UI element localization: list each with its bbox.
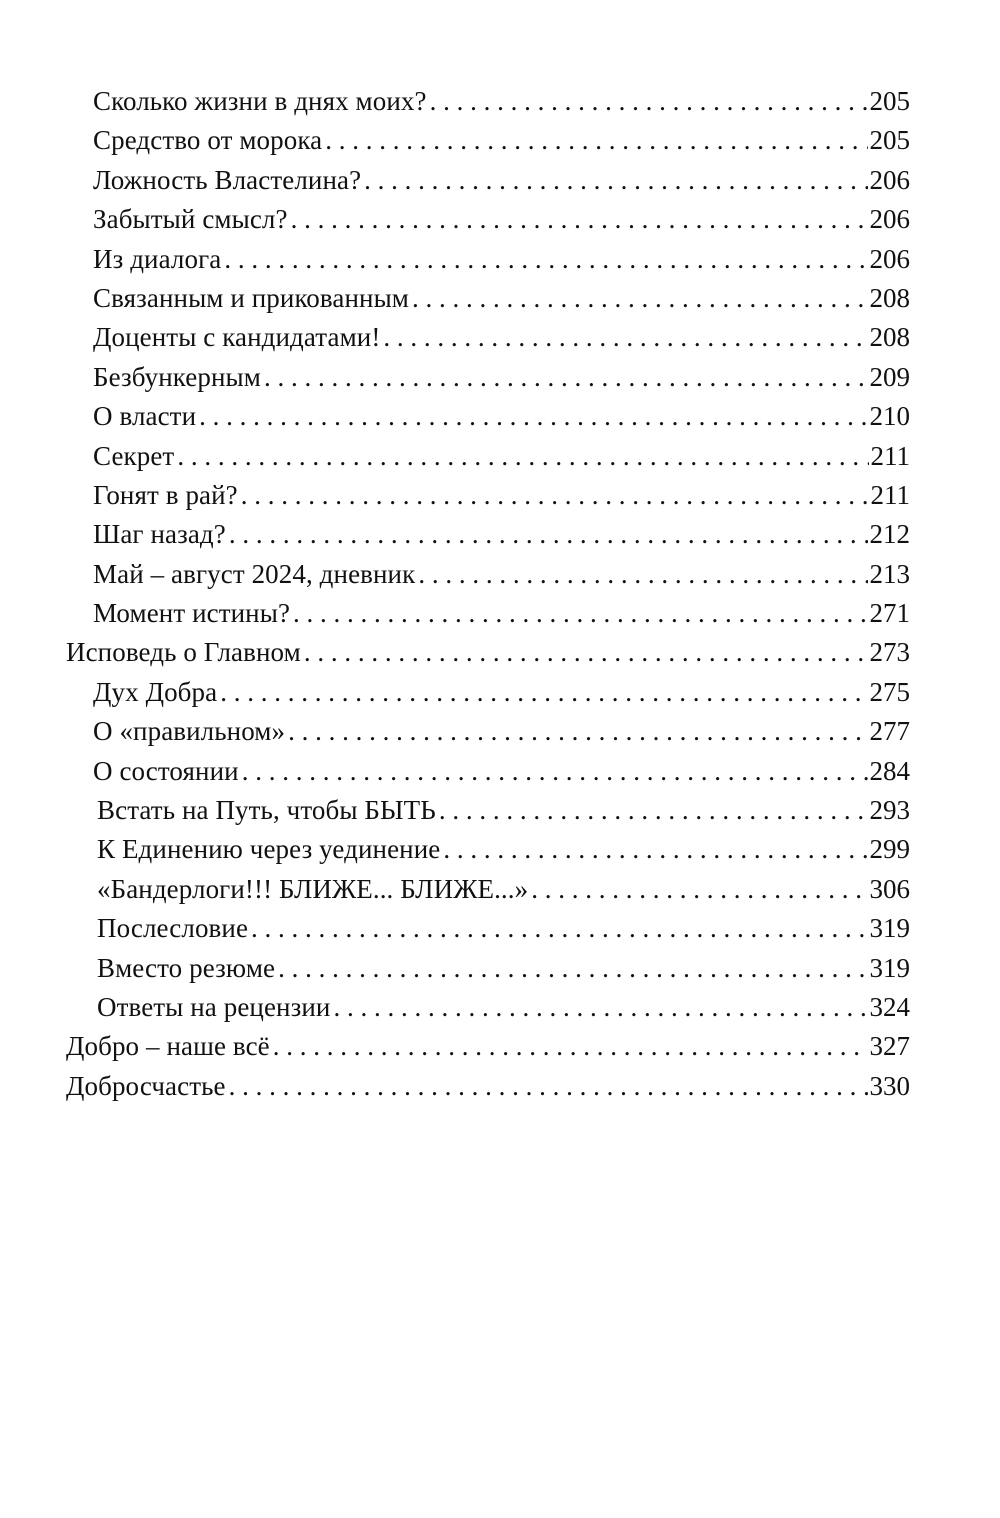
toc-entry-page: 206 — [869, 164, 910, 195]
toc-entry-title: Секрет — [93, 440, 175, 471]
toc-entry-page: 319 — [869, 952, 910, 983]
toc-entry-page: 212 — [869, 519, 910, 550]
toc-chapter-title: Добро – наше всё — [66, 1031, 270, 1062]
dot-leader — [427, 82, 868, 121]
toc-entry-page: 275 — [869, 676, 910, 707]
toc-entry-title: Сколько жизни в днях моих? — [93, 86, 427, 116]
toc-entry — [0, 121, 1000, 160]
toc-entry — [0, 515, 1000, 554]
toc-entry-title: К Единению через уединение — [97, 834, 441, 865]
dot-leader — [361, 161, 867, 200]
toc-entry-title: Средство от морока — [93, 125, 323, 156]
toc-chapter-title: Исповедь о Главном — [66, 637, 301, 668]
toc-entry-page: 299 — [869, 834, 910, 865]
toc-chapter-page: 273 — [869, 637, 910, 668]
toc-entry-title: Из диалога — [93, 243, 222, 274]
toc-entry-title: «Бандерлоги!!! БЛИЖЕ... БЛИЖЕ...» — [97, 873, 529, 904]
dot-leader — [221, 240, 867, 279]
toc-entry-page: 209 — [869, 361, 910, 392]
dot-leader — [288, 200, 868, 239]
toc-entry — [0, 318, 1000, 357]
dot-leader — [528, 870, 867, 909]
toc-chapter-title: Добросчастье — [66, 1070, 226, 1101]
toc-entry — [0, 200, 1000, 239]
toc-entry-page: 208 — [869, 322, 910, 353]
toc-chapter — [0, 1067, 1000, 1106]
toc-entry — [0, 909, 1000, 948]
toc-entry-page: 205 — [869, 125, 910, 156]
toc-entry — [0, 82, 1000, 121]
toc-chapter — [0, 1027, 1000, 1066]
toc-entry-title: Шаг назад? — [93, 519, 226, 550]
toc-entry — [0, 870, 1000, 909]
dot-leader — [330, 988, 867, 1027]
dot-leader — [440, 830, 867, 869]
dot-leader — [174, 437, 868, 476]
toc-entry — [0, 752, 1000, 791]
dot-leader — [217, 673, 867, 712]
toc-entry — [0, 594, 1000, 633]
toc-entry-title: Доценты с кандидатами! — [93, 322, 381, 353]
toc-entry-title: Ложность Властелина? — [93, 164, 362, 195]
toc-entry-page: 319 — [869, 913, 910, 944]
toc-entry-page: 206 — [869, 243, 910, 274]
toc-entry — [0, 240, 1000, 279]
dot-leader — [322, 121, 867, 160]
toc-entry-title: О власти — [93, 401, 197, 432]
dot-leader — [261, 358, 868, 397]
toc-entry-page: 205 — [869, 86, 910, 116]
toc-entry-title: О состоянии — [93, 755, 239, 786]
toc-entry — [0, 358, 1000, 397]
toc-entry-title: Встать на Путь, чтобы БЫТЬ — [97, 795, 436, 826]
toc-chapter — [0, 633, 1000, 672]
toc-entry-title: Забытый смысл? — [93, 204, 288, 235]
toc-entry-title: Связанным и прикованным — [93, 282, 409, 313]
toc-entry — [0, 949, 1000, 988]
toc-entry — [0, 712, 1000, 751]
toc-chapter-page: 327 — [869, 1031, 910, 1062]
toc-entry-page: 324 — [869, 991, 910, 1022]
toc-entry-page: 211 — [870, 479, 910, 510]
toc-entry — [0, 830, 1000, 869]
toc-entry-page: 206 — [869, 204, 910, 235]
dot-leader — [226, 515, 868, 554]
dot-leader — [409, 279, 868, 318]
toc-entry — [0, 988, 1000, 1027]
dot-leader — [415, 555, 867, 594]
toc-entry-page: 208 — [869, 282, 910, 313]
dot-leader — [275, 949, 867, 988]
toc-entry-title: Послесловие — [97, 913, 249, 944]
dot-leader — [380, 318, 867, 357]
table-of-contents — [0, 82, 1000, 1106]
toc-entry-title: Безбункерным — [93, 361, 261, 392]
dot-leader — [301, 633, 868, 672]
dot-leader — [226, 1067, 868, 1106]
toc-entry-page: 211 — [870, 440, 910, 471]
toc-entry-page: 271 — [869, 598, 910, 629]
dot-leader — [239, 752, 868, 791]
toc-entry — [0, 161, 1000, 200]
dot-leader — [270, 1027, 868, 1066]
toc-entry-title: Май – август 2024, дневник — [93, 558, 416, 589]
toc-entry-page: 284 — [869, 755, 910, 786]
toc-entry-page: 277 — [869, 716, 910, 747]
dot-leader — [196, 397, 867, 436]
toc-entry-page: 306 — [869, 873, 910, 904]
toc-entry-title: Вместо резюме — [97, 952, 276, 983]
toc-entry — [0, 437, 1000, 476]
toc-entry — [0, 791, 1000, 830]
dot-leader — [285, 712, 867, 751]
dot-leader — [290, 594, 867, 633]
toc-entry-title: Дух Добра — [93, 676, 218, 707]
dot-leader — [238, 476, 869, 515]
toc-entry-page: 293 — [869, 795, 910, 826]
toc-entry-title: Гонят в рай? — [93, 479, 238, 510]
toc-entry-title: О «правильном» — [93, 716, 286, 747]
toc-entry-page: 210 — [869, 401, 910, 432]
toc-entry-title: Момент истины? — [93, 598, 291, 629]
toc-chapter-page: 330 — [869, 1070, 910, 1101]
toc-entry — [0, 397, 1000, 436]
toc-entry — [0, 555, 1000, 594]
toc-entry-title: Ответы на рецензии — [97, 991, 331, 1022]
toc-entry — [0, 279, 1000, 318]
toc-entry-page: 213 — [869, 558, 910, 589]
toc-entry — [0, 476, 1000, 515]
dot-leader — [436, 791, 868, 830]
toc-entry — [0, 673, 1000, 712]
dot-leader — [248, 909, 867, 948]
